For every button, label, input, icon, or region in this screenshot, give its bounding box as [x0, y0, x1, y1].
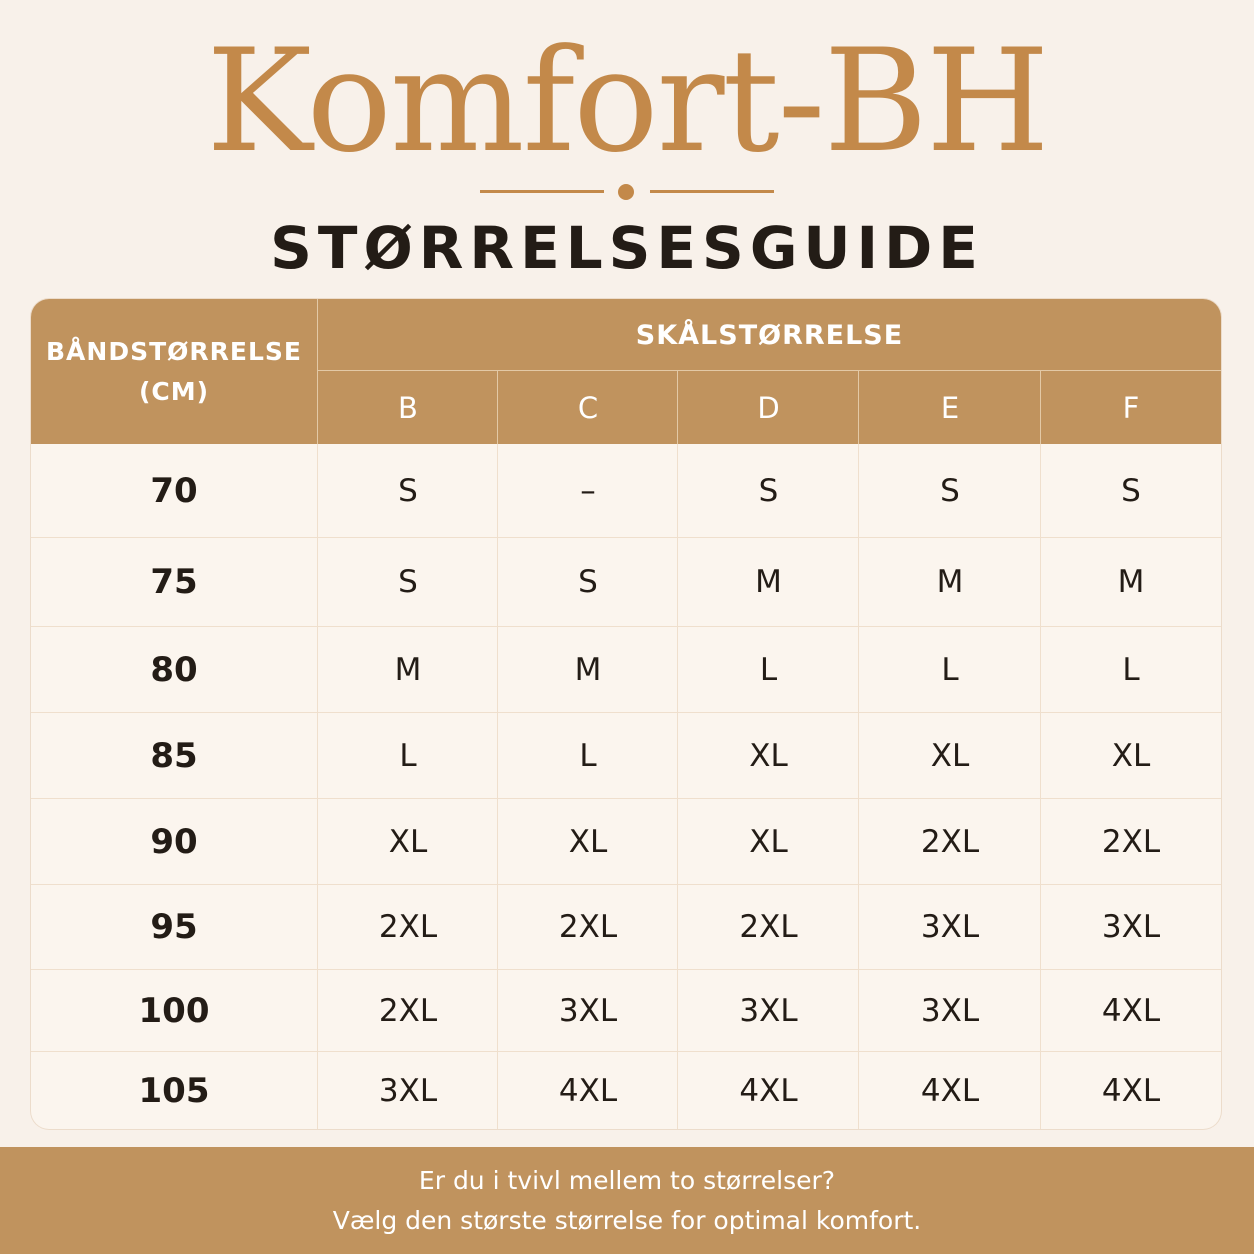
size-cell: 3XL	[1101, 909, 1161, 945]
footer-line-1: Er du i tvivl mellem to størrelser?	[418, 1165, 836, 1195]
band-size-header-label: BÅNDSTØRRELSE	[46, 336, 302, 366]
size-cell: –	[580, 472, 596, 509]
header-divider	[858, 371, 859, 444]
size-cell: 3XL	[378, 1072, 438, 1109]
size-cell: 3XL	[739, 992, 798, 1029]
table-row	[31, 798, 1221, 884]
size-cell: XL	[1111, 737, 1151, 774]
table-row	[31, 712, 1221, 798]
table-row	[31, 884, 1221, 969]
size-cell: L	[759, 651, 778, 688]
header-divider	[497, 371, 498, 444]
size-cell: M	[1117, 564, 1145, 600]
size-cell: 2XL	[1101, 823, 1161, 860]
size-cell: M	[936, 564, 964, 600]
size-cell: 3XL	[558, 992, 618, 1029]
size-cell: M	[755, 564, 782, 600]
column-divider	[497, 444, 498, 1129]
ornament-dot	[618, 184, 634, 200]
ornament-line-left	[480, 190, 604, 193]
size-cell: L	[1122, 651, 1140, 688]
table-row	[31, 444, 1221, 537]
size-cell: 4XL	[1101, 992, 1161, 1029]
column-divider	[317, 444, 318, 1129]
band-size-cell: 80	[150, 649, 198, 690]
band-size-cell: 90	[150, 821, 198, 862]
title-ornament	[480, 182, 774, 202]
cup-header-f: F	[1122, 390, 1140, 425]
header-divider	[677, 371, 678, 444]
size-cell: S	[1121, 472, 1141, 509]
size-cell: 2XL	[378, 992, 438, 1029]
band-size-cell: 85	[150, 735, 198, 776]
ornament-line-right	[650, 190, 774, 193]
table-row	[31, 626, 1221, 712]
band-size-header-unit: (CM)	[138, 376, 210, 406]
size-cell: XL	[930, 737, 970, 774]
table-row	[31, 969, 1221, 1051]
size-cell: S	[398, 472, 418, 509]
size-cell: S	[578, 564, 598, 600]
cup-header-c: C	[577, 390, 599, 425]
size-cell: L	[579, 737, 597, 774]
size-cell: 2XL	[558, 909, 618, 945]
size-cell: 3XL	[920, 909, 980, 945]
page-title: Komfort-BH	[206, 19, 1048, 184]
size-cell: 4XL	[558, 1072, 618, 1109]
footer-note	[0, 1147, 1254, 1254]
size-cell: 2XL	[920, 823, 980, 860]
size-cell: XL	[568, 823, 608, 860]
size-table	[31, 299, 1221, 1129]
size-cell: L	[941, 651, 959, 688]
band-size-cell: 75	[150, 562, 198, 602]
table-header	[31, 299, 1221, 444]
column-divider	[677, 444, 678, 1129]
band-size-cell: 100	[138, 990, 210, 1031]
cup-header-e: E	[940, 390, 960, 425]
size-cell: S	[758, 472, 779, 509]
size-cell: 4XL	[1101, 1072, 1161, 1109]
size-cell: XL	[388, 823, 428, 860]
page-subtitle: STØRRELSESGUIDE	[270, 214, 984, 282]
band-size-cell: 95	[150, 907, 198, 947]
size-cell: L	[399, 737, 417, 774]
size-cell: 3XL	[920, 992, 980, 1029]
band-size-cell: 70	[150, 470, 198, 511]
size-cell: 4XL	[739, 1072, 798, 1109]
table-row	[31, 1051, 1221, 1129]
table-row	[31, 537, 1221, 626]
size-cell: XL	[749, 823, 788, 860]
header-divider	[1040, 371, 1041, 444]
size-cell: XL	[749, 737, 788, 774]
size-cell: S	[398, 564, 418, 600]
column-divider	[858, 444, 859, 1129]
size-cell: M	[574, 651, 602, 688]
cup-header-b: B	[398, 390, 418, 425]
size-cell: 2XL	[739, 909, 798, 945]
size-cell: 2XL	[378, 909, 438, 945]
band-size-cell: 105	[138, 1070, 210, 1111]
size-cell: M	[394, 651, 422, 688]
size-cell: S	[940, 472, 960, 509]
footer-line-2: Vælg den største størrelse for optimal komfort.	[332, 1205, 922, 1235]
cup-header-d: D	[757, 390, 780, 425]
size-cell: 4XL	[920, 1072, 980, 1109]
band-size-header	[31, 299, 317, 444]
cup-size-header: SKÅLSTØRRELSE	[635, 319, 904, 351]
column-divider	[1040, 444, 1041, 1129]
